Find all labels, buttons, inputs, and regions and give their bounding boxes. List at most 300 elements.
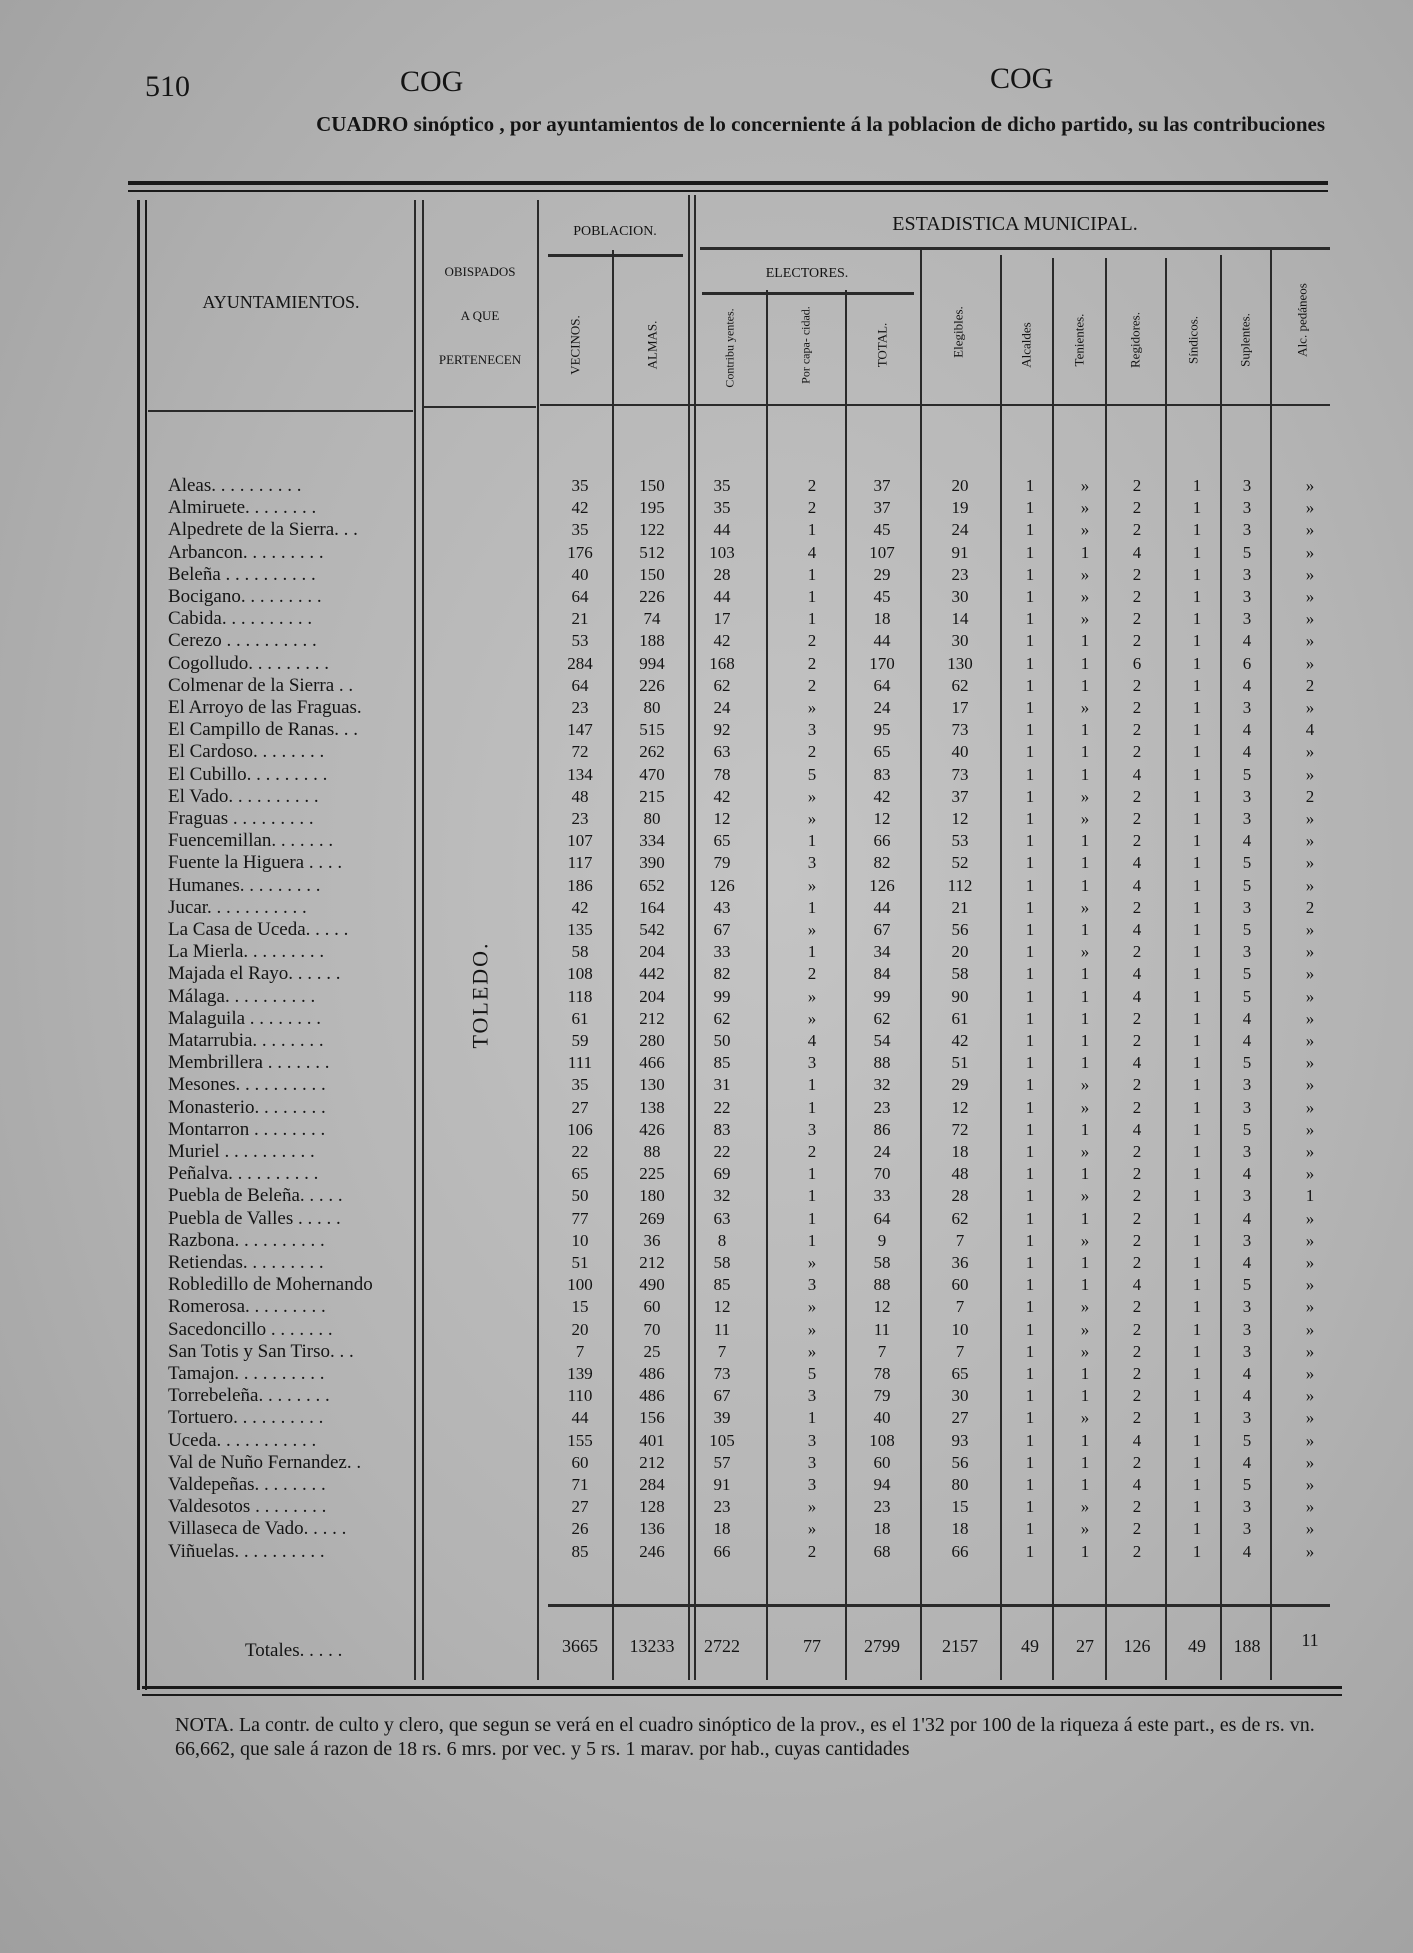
cell-pedaneos: »: [1305, 1142, 1315, 1161]
cell-suplentes: 3: [1242, 1519, 1252, 1539]
cell-alcaldes: 1: [1025, 609, 1035, 629]
cell-tenientes: 1: [1080, 1119, 1090, 1139]
cell-total: 45: [873, 587, 891, 606]
cell-elegibles: 62: [951, 675, 969, 695]
cell-vecinos: 35: [571, 520, 589, 540]
cell-total: 23: [873, 1097, 891, 1117]
cell-total: 107: [869, 542, 895, 562]
cell-sindicos: 1: [1192, 1452, 1202, 1472]
cell-tenientes: 1: [1080, 1164, 1090, 1184]
estadistica-brace: [700, 247, 1330, 250]
cell-alcaldes: 1: [1025, 1053, 1035, 1073]
cell-total: 40: [873, 1408, 891, 1428]
total-contribuyentes: 2722: [704, 1636, 740, 1656]
cell-pedaneos: »: [1305, 1031, 1315, 1050]
cell-contribuyentes: 67: [713, 1386, 731, 1406]
cell-alcaldes: 1: [1025, 1541, 1035, 1561]
cell-regidores: 4: [1132, 1119, 1142, 1139]
row-name: Montarron . . . . . . . .: [168, 1118, 326, 1140]
cell-alcaldes: 1: [1025, 986, 1035, 1006]
cell-elegibles: 40: [951, 742, 969, 762]
cell-regidores: 4: [1132, 542, 1142, 562]
cell-pedaneos: »: [1305, 1275, 1315, 1295]
cell-sindicos: 1: [1192, 1364, 1202, 1383]
row-name: Villaseca de Vado. . . . .: [168, 1518, 347, 1540]
cell-sindicos: 1: [1192, 897, 1202, 917]
cell-vecinos: 186: [567, 875, 593, 895]
cell-suplentes: 5: [1242, 875, 1252, 895]
cell-suplentes: 5: [1242, 853, 1252, 873]
cell-suplentes: 3: [1242, 1297, 1252, 1317]
cell-pedaneos: »: [1305, 1430, 1315, 1450]
cell-pedaneos: »: [1305, 698, 1315, 717]
cell-contribuyentes: 12: [713, 1297, 731, 1317]
cell-elegibles: 91: [951, 542, 969, 562]
cell-pedaneos: »: [1305, 1297, 1315, 1317]
cell-almas: 122: [639, 520, 665, 540]
cell-contribuyentes: 39: [713, 1408, 731, 1428]
cell-suplentes: 4: [1242, 1008, 1252, 1028]
cell-total: 45: [873, 520, 891, 540]
cell-almas: 156: [639, 1408, 665, 1428]
cell-elegibles: 30: [951, 631, 969, 651]
cell-sindicos: 1: [1192, 1475, 1202, 1494]
cell-total: 12: [873, 809, 891, 828]
cell-almas: 269: [639, 1208, 665, 1228]
cell-elegibles: 48: [951, 1164, 969, 1184]
cell-vecinos: 20: [571, 1319, 589, 1339]
cell-suplentes: 5: [1242, 1475, 1252, 1494]
row-name: Torrebeleña. . . . . . . .: [168, 1385, 330, 1407]
cell-contribuyentes: 73: [713, 1364, 731, 1383]
cell-regidores: 2: [1132, 1208, 1142, 1228]
cell-capacidad: 1: [807, 942, 817, 962]
cell-elegibles: 30: [951, 587, 969, 606]
cell-pedaneos: »: [1305, 564, 1315, 584]
cell-pedaneos: »: [1305, 1519, 1315, 1539]
cell-regidores: 2: [1132, 1031, 1142, 1050]
cell-tenientes: »: [1080, 809, 1090, 828]
cell-pedaneos: »: [1305, 1208, 1315, 1228]
cell-tenientes: 1: [1080, 875, 1090, 895]
cell-vecinos: 65: [571, 1164, 589, 1184]
cell-alcaldes: 1: [1025, 1230, 1035, 1250]
cell-suplentes: 3: [1242, 1186, 1252, 1206]
cell-vecinos: 139: [567, 1364, 593, 1383]
cell-total: 64: [873, 675, 891, 695]
cell-alcaldes: 1: [1025, 1364, 1035, 1383]
cell-sindicos: 1: [1192, 1253, 1202, 1272]
cell-pedaneos: »: [1305, 1053, 1315, 1073]
cell-elegibles: 51: [951, 1053, 969, 1073]
cell-regidores: 2: [1132, 942, 1142, 962]
cell-regidores: 2: [1132, 831, 1142, 851]
cell-pedaneos: »: [1305, 964, 1315, 984]
cell-sindicos: 1: [1192, 476, 1202, 495]
cell-sindicos: 1: [1192, 1186, 1202, 1206]
cell-alcaldes: 1: [1025, 1164, 1035, 1184]
cell-alcaldes: 1: [1025, 1430, 1035, 1450]
cell-capacidad: 2: [807, 742, 817, 762]
cell-sindicos: 1: [1192, 675, 1202, 695]
running-head-right: COG: [990, 62, 1054, 95]
cell-alcaldes: 1: [1025, 631, 1035, 651]
cell-total: 88: [873, 1275, 891, 1295]
obispados-line-2: A QUE: [460, 308, 500, 323]
cell-almas: 426: [639, 1119, 665, 1139]
cell-vecinos: 27: [571, 1097, 589, 1117]
cell-contribuyentes: 168: [709, 653, 735, 673]
cell-suplentes: 3: [1242, 1408, 1252, 1428]
cell-suplentes: 4: [1242, 1208, 1252, 1228]
cell-contribuyentes: 63: [713, 742, 731, 762]
col-sep: [422, 200, 424, 1680]
cell-almas: 994: [639, 653, 665, 673]
cell-suplentes: 4: [1242, 675, 1252, 695]
cell-vecinos: 10: [571, 1230, 589, 1250]
cell-regidores: 2: [1132, 1186, 1142, 1206]
cell-sindicos: 1: [1192, 520, 1202, 540]
cell-pedaneos: »: [1305, 476, 1315, 495]
cell-almas: 486: [639, 1386, 665, 1406]
poblacion-brace: [548, 254, 683, 257]
cell-almas: 80: [643, 698, 661, 717]
cell-total: 68: [873, 1541, 891, 1561]
cell-almas: 470: [639, 764, 665, 784]
header-contribuyentes: Contribu yentes.: [722, 308, 737, 388]
cell-elegibles: 23: [951, 564, 969, 584]
cell-suplentes: 4: [1242, 1452, 1252, 1472]
cell-vecinos: 134: [567, 764, 593, 784]
cell-regidores: 2: [1132, 897, 1142, 917]
cell-capacidad: 4: [807, 1031, 817, 1050]
cell-total: 70: [873, 1164, 891, 1184]
cell-vecinos: 35: [571, 476, 589, 495]
cell-elegibles: 56: [951, 1452, 969, 1472]
cell-regidores: 2: [1132, 520, 1142, 540]
title-bold: CUADRO: [316, 112, 409, 136]
cell-capacidad: 3: [807, 1475, 817, 1494]
cell-vecinos: 42: [571, 897, 589, 917]
bottom-rule: [142, 1686, 1342, 1689]
cell-alcaldes: 1: [1025, 1341, 1035, 1361]
cell-tenientes: 1: [1080, 675, 1090, 695]
cell-alcaldes: 1: [1025, 542, 1035, 562]
cell-total: 33: [873, 1186, 891, 1206]
cell-almas: 36: [643, 1230, 661, 1250]
cell-vecinos: 44: [571, 1408, 589, 1428]
cell-tenientes: 1: [1080, 631, 1090, 651]
cell-regidores: 2: [1132, 1386, 1142, 1406]
cell-pedaneos: »: [1305, 1386, 1315, 1406]
cell-alcaldes: 1: [1025, 1319, 1035, 1339]
cell-vecinos: 108: [567, 964, 593, 984]
cell-alcaldes: 1: [1025, 897, 1035, 917]
cell-capacidad: 1: [807, 587, 817, 606]
cell-almas: 180: [639, 1186, 665, 1206]
cell-sindicos: 1: [1192, 1319, 1202, 1339]
cell-alcaldes: 1: [1025, 1031, 1035, 1050]
cell-capacidad: 2: [807, 1142, 817, 1161]
cell-suplentes: 6: [1242, 653, 1252, 673]
cell-tenientes: »: [1080, 1230, 1090, 1250]
cell-vecinos: 64: [571, 675, 589, 695]
cell-capacidad: 1: [807, 1075, 817, 1095]
cell-pedaneos: 2: [1305, 675, 1315, 695]
row-name: Fuente la Higuera . . . .: [168, 852, 343, 874]
cell-vecinos: 60: [571, 1452, 589, 1472]
cell-vecinos: 48: [571, 786, 589, 806]
cell-total: 9: [877, 1230, 887, 1250]
header-rule: [148, 410, 413, 412]
cell-elegibles: 15: [951, 1497, 969, 1517]
cell-tenientes: »: [1080, 1075, 1090, 1095]
cell-pedaneos: »: [1305, 1341, 1315, 1361]
cell-regidores: 2: [1132, 609, 1142, 629]
cell-elegibles: 90: [951, 986, 969, 1006]
row-name: El Cubillo. . . . . . . . .: [168, 763, 328, 785]
cell-suplentes: 3: [1242, 520, 1252, 540]
cell-alcaldes: 1: [1025, 809, 1035, 828]
cell-contribuyentes: 50: [713, 1031, 731, 1050]
cell-almas: 204: [639, 942, 665, 962]
row-name: Valdesotos . . . . . . . .: [168, 1496, 327, 1518]
row-name: Alpedrete de la Sierra. . .: [168, 519, 358, 541]
cell-capacidad: 1: [807, 1230, 817, 1250]
total-pedaneos: 11: [1301, 1630, 1319, 1650]
cell-total: 34: [873, 942, 891, 962]
cell-pedaneos: »: [1305, 498, 1315, 518]
cell-total: 24: [873, 698, 891, 717]
cell-total: 18: [873, 1519, 891, 1539]
cell-capacidad: 3: [807, 1275, 817, 1295]
bottom-rule-thin: [142, 1694, 1342, 1696]
totals-rule: [548, 1604, 1330, 1607]
cell-sindicos: 1: [1192, 1430, 1202, 1450]
cell-alcaldes: 1: [1025, 1142, 1035, 1161]
cell-contribuyentes: 18: [713, 1519, 731, 1539]
cell-elegibles: 58: [951, 964, 969, 984]
cell-pedaneos: »: [1305, 653, 1315, 673]
cell-vecinos: 50: [571, 1186, 589, 1206]
cell-capacidad: »: [807, 920, 817, 939]
cell-alcaldes: 1: [1025, 1097, 1035, 1117]
cell-capacidad: »: [807, 1497, 817, 1517]
cell-almas: 212: [639, 1008, 665, 1028]
total-capacidad: 77: [803, 1636, 821, 1656]
cell-sindicos: 1: [1192, 587, 1202, 606]
col-sep: [688, 195, 690, 1680]
cell-pedaneos: »: [1305, 631, 1315, 651]
cell-almas: 70: [643, 1319, 661, 1339]
cell-sindicos: 1: [1192, 920, 1202, 939]
cell-tenientes: 1: [1080, 542, 1090, 562]
row-name: Fraguas . . . . . . . . .: [168, 808, 314, 829]
row-name: Almiruete. . . . . . . .: [168, 497, 317, 519]
cell-tenientes: »: [1080, 1297, 1090, 1317]
cell-almas: 164: [639, 897, 665, 917]
cell-elegibles: 37: [951, 786, 969, 806]
cell-elegibles: 28: [951, 1186, 969, 1206]
cell-capacidad: »: [807, 1297, 817, 1317]
cell-regidores: 2: [1132, 1341, 1142, 1361]
cell-vecinos: 72: [571, 742, 589, 762]
cell-alcaldes: 1: [1025, 1475, 1035, 1494]
cell-capacidad: »: [807, 875, 817, 895]
col-sep: [414, 200, 416, 1680]
cell-alcaldes: 1: [1025, 653, 1035, 673]
cell-sindicos: 1: [1192, 809, 1202, 828]
cell-sindicos: 1: [1192, 742, 1202, 762]
cell-vecinos: 22: [571, 1142, 589, 1161]
cell-almas: 215: [639, 786, 665, 806]
cell-vecinos: 26: [571, 1519, 589, 1539]
cell-almas: 136: [639, 1519, 665, 1539]
cell-regidores: 4: [1132, 875, 1142, 895]
cell-pedaneos: »: [1305, 587, 1315, 606]
cell-regidores: 2: [1132, 742, 1142, 762]
row-name: Retiendas. . . . . . . . .: [168, 1252, 324, 1273]
cell-total: 83: [873, 764, 891, 784]
cell-total: 86: [873, 1119, 891, 1139]
total-vecinos: 3665: [562, 1636, 598, 1656]
cell-pedaneos: »: [1305, 986, 1315, 1006]
cell-vecinos: 64: [571, 587, 589, 606]
cell-capacidad: 3: [807, 853, 817, 873]
cell-elegibles: 52: [951, 853, 969, 873]
cell-tenientes: 1: [1080, 1008, 1090, 1028]
cell-sindicos: 1: [1192, 831, 1202, 851]
cell-contribuyentes: 31: [713, 1075, 731, 1095]
cell-capacidad: 3: [807, 1452, 817, 1472]
row-name: Colmenar de la Sierra . .: [168, 674, 354, 696]
cell-almas: 226: [639, 675, 665, 695]
cell-suplentes: 5: [1242, 1119, 1252, 1139]
cell-vecinos: 35: [571, 1075, 589, 1095]
cell-sindicos: 1: [1192, 1297, 1202, 1317]
cell-total: 11: [873, 1319, 891, 1339]
cell-pedaneos: »: [1305, 1452, 1315, 1472]
cell-vecinos: 23: [571, 809, 589, 828]
cell-alcaldes: 1: [1025, 1297, 1035, 1317]
cell-tenientes: »: [1080, 942, 1090, 962]
cell-total: 62: [873, 1008, 891, 1028]
cell-pedaneos: 2: [1305, 786, 1315, 806]
cell-contribuyentes: 62: [713, 1008, 731, 1028]
cell-alcaldes: 1: [1025, 853, 1035, 873]
cell-contribuyentes: 82: [713, 964, 731, 984]
cell-vecinos: 53: [571, 631, 589, 651]
cell-total: 18: [873, 609, 891, 629]
cell-total: 24: [873, 1142, 891, 1161]
row-name: Robledillo de Mohernando: [168, 1274, 373, 1296]
footnote: NOTA. La contr. de culto y clero, que segun se verá en el cuadro sinóptico de la prov., es el 1'32 por 100 de la riqueza á este part., es de rs. vn. 66,662, que sale á razon de 18 rs. 6 mrs. por vec. y 5 rs. 1 marav. por hab., cuyas cantidades: [175, 1714, 1315, 1760]
cell-regidores: 2: [1132, 1408, 1142, 1428]
cell-suplentes: 3: [1242, 897, 1252, 917]
cell-regidores: 2: [1132, 1541, 1142, 1561]
cell-sindicos: 1: [1192, 1075, 1202, 1095]
page-number: 510: [145, 70, 190, 103]
cell-elegibles: 65: [951, 1364, 969, 1383]
cell-regidores: 2: [1132, 1297, 1142, 1317]
cell-suplentes: 4: [1242, 631, 1252, 651]
cell-suplentes: 5: [1242, 1430, 1252, 1450]
header-pedaneos: Alc. pedáneos: [1294, 283, 1310, 357]
cell-total: 64: [873, 1208, 891, 1228]
cell-pedaneos: 4: [1305, 720, 1315, 740]
cell-contribuyentes: 17: [713, 609, 731, 629]
cell-regidores: 4: [1132, 964, 1142, 984]
cell-regidores: 4: [1132, 853, 1142, 873]
cell-vecinos: 40: [571, 564, 589, 584]
cell-suplentes: 3: [1242, 587, 1252, 606]
cell-capacidad: 1: [807, 1408, 817, 1428]
cell-total: 126: [869, 875, 895, 895]
cell-tenientes: 1: [1080, 720, 1090, 740]
cell-contribuyentes: 99: [713, 986, 731, 1006]
total-total: 2799: [864, 1636, 900, 1656]
cell-pedaneos: »: [1305, 1497, 1315, 1517]
cell-contribuyentes: 66: [713, 1541, 731, 1561]
cell-pedaneos: »: [1305, 1008, 1315, 1028]
row-name: Razbona. . . . . . . . . .: [168, 1229, 325, 1251]
cell-almas: 80: [643, 809, 661, 828]
cell-sindicos: 1: [1192, 542, 1202, 562]
cell-tenientes: »: [1080, 1519, 1090, 1539]
header-elegibles: Elegibles.: [950, 306, 966, 358]
cell-regidores: 2: [1132, 809, 1142, 828]
header-regidores: Regidores.: [1127, 312, 1143, 368]
cell-almas: 401: [639, 1430, 665, 1450]
cell-almas: 88: [643, 1142, 661, 1161]
cell-almas: 334: [639, 831, 665, 851]
cell-elegibles: 80: [951, 1475, 969, 1494]
cell-suplentes: 4: [1242, 1541, 1252, 1561]
row-name: Membrillera . . . . . . .: [168, 1052, 330, 1074]
cell-pedaneos: »: [1305, 609, 1315, 629]
cell-sindicos: 1: [1192, 853, 1202, 873]
cell-almas: 284: [639, 1475, 665, 1494]
cell-sindicos: 1: [1192, 564, 1202, 584]
cell-regidores: 2: [1132, 786, 1142, 806]
cell-vecinos: 117: [567, 853, 593, 873]
cell-sindicos: 1: [1192, 1341, 1202, 1361]
cell-vecinos: 27: [571, 1497, 589, 1517]
total-tenientes: 27: [1076, 1636, 1094, 1656]
cell-total: 54: [873, 1031, 891, 1050]
cell-regidores: 2: [1132, 1075, 1142, 1095]
cell-sindicos: 1: [1192, 1519, 1202, 1539]
cell-sindicos: 1: [1192, 609, 1202, 629]
cell-sindicos: 1: [1192, 942, 1202, 962]
cell-total: 37: [873, 476, 891, 495]
cell-almas: 486: [639, 1364, 665, 1383]
cell-sindicos: 1: [1192, 786, 1202, 806]
cell-total: 66: [873, 831, 891, 851]
cell-capacidad: »: [807, 1253, 817, 1272]
cell-elegibles: 56: [951, 920, 969, 939]
row-name: Cogolludo. . . . . . . . .: [168, 652, 329, 674]
cell-pedaneos: »: [1305, 1230, 1315, 1250]
cell-capacidad: 3: [807, 1053, 817, 1073]
total-alcaldes: 49: [1021, 1636, 1039, 1656]
cell-regidores: 4: [1132, 1275, 1142, 1295]
cell-elegibles: 7: [955, 1341, 965, 1361]
cell-sindicos: 1: [1192, 1208, 1202, 1228]
row-name: Viñuelas. . . . . . . . . .: [168, 1540, 325, 1562]
cell-tenientes: 1: [1080, 920, 1090, 939]
cell-tenientes: 1: [1080, 1253, 1090, 1272]
